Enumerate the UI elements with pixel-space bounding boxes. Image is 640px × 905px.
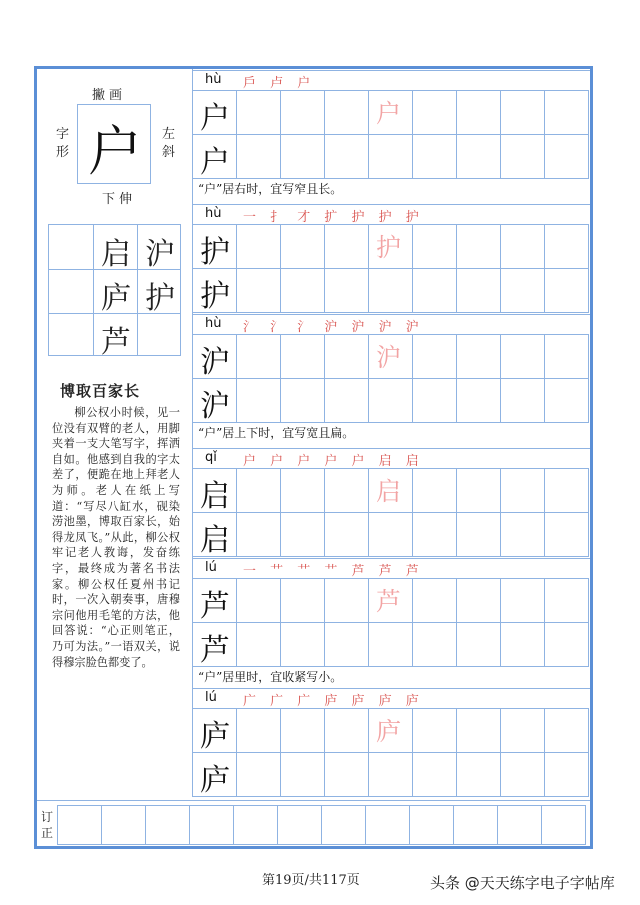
correction-cell[interactable] bbox=[277, 805, 322, 845]
practice-cell[interactable] bbox=[236, 512, 281, 557]
practice-cell[interactable] bbox=[456, 224, 501, 269]
model-char: 护 bbox=[200, 279, 230, 314]
derived-char: 沪 bbox=[145, 237, 175, 272]
main-char: 户 bbox=[88, 120, 142, 183]
trace-char: 启 bbox=[376, 477, 402, 506]
trace-char: 户 bbox=[376, 99, 402, 128]
practice-cell[interactable] bbox=[544, 134, 589, 179]
practice-cell[interactable] bbox=[456, 752, 501, 797]
practice-cell[interactable] bbox=[236, 134, 281, 179]
practice-cell[interactable] bbox=[280, 268, 325, 313]
correction-cell[interactable] bbox=[453, 805, 498, 845]
practice-cell[interactable] bbox=[500, 134, 545, 179]
practice-cell[interactable] bbox=[456, 334, 501, 379]
practice-cell[interactable] bbox=[544, 708, 589, 753]
practice-cell[interactable] bbox=[544, 378, 589, 423]
practice-cell[interactable] bbox=[236, 752, 281, 797]
practice-cell[interactable] bbox=[544, 752, 589, 797]
derived-char: 护 bbox=[145, 281, 175, 316]
practice-cell[interactable] bbox=[500, 708, 545, 753]
grid-line bbox=[137, 225, 138, 355]
practice-cell[interactable] bbox=[280, 134, 325, 179]
practice-cell[interactable] bbox=[324, 468, 369, 513]
practice-cell[interactable] bbox=[412, 752, 457, 797]
tip-note: “户”居里时，宜收紧写小。 bbox=[198, 670, 343, 684]
practice-cell[interactable] bbox=[544, 334, 589, 379]
practice-cell[interactable] bbox=[324, 378, 369, 423]
correction-cell[interactable] bbox=[541, 805, 586, 845]
stroke-order: 戶 卢 户 bbox=[243, 76, 316, 91]
correction-cell[interactable] bbox=[409, 805, 454, 845]
practice-cell[interactable] bbox=[544, 468, 589, 513]
practice-cell[interactable] bbox=[236, 708, 281, 753]
practice-cell[interactable] bbox=[368, 622, 413, 667]
practice-cell[interactable] bbox=[412, 578, 457, 623]
pinyin: hù bbox=[205, 72, 222, 87]
row-top-line bbox=[192, 558, 590, 559]
practice-cell[interactable] bbox=[324, 224, 369, 269]
practice-cell[interactable] bbox=[368, 512, 413, 557]
practice-cell[interactable] bbox=[500, 578, 545, 623]
practice-cell[interactable] bbox=[544, 512, 589, 557]
trace-char: 庐 bbox=[376, 717, 402, 746]
correction-cell[interactable] bbox=[145, 805, 190, 845]
model-char: 庐 bbox=[200, 719, 230, 754]
practice-cell[interactable] bbox=[280, 752, 325, 797]
practice-cell[interactable] bbox=[236, 622, 281, 667]
practice-cell[interactable] bbox=[324, 334, 369, 379]
practice-cell[interactable] bbox=[368, 752, 413, 797]
practice-cell[interactable] bbox=[236, 378, 281, 423]
model-char: 户 bbox=[200, 145, 230, 180]
correction-cell[interactable] bbox=[233, 805, 278, 845]
pinyin: lú bbox=[205, 690, 217, 705]
tip-note: “户”居右时，宜写窄且长。 bbox=[198, 182, 343, 196]
char-analysis bbox=[40, 74, 190, 212]
correction-cell[interactable] bbox=[365, 805, 410, 845]
practice-cell[interactable] bbox=[456, 512, 501, 557]
practice-cell[interactable] bbox=[412, 268, 457, 313]
trace-char: 护 bbox=[376, 233, 402, 262]
correction-row bbox=[37, 800, 590, 847]
trace-char: 芦 bbox=[376, 587, 402, 616]
stroke-order: 氵 氵 氵 沪 沪 沪 沪 bbox=[243, 320, 424, 335]
trace-char: 沪 bbox=[376, 343, 402, 372]
model-char: 芦 bbox=[200, 589, 230, 624]
practice-cell[interactable] bbox=[412, 708, 457, 753]
label-bottom: 下伸 bbox=[102, 192, 137, 207]
practice-cell[interactable] bbox=[236, 268, 281, 313]
practice-cell[interactable] bbox=[280, 708, 325, 753]
practice-cell[interactable] bbox=[500, 622, 545, 667]
practice-cell[interactable] bbox=[324, 268, 369, 313]
practice-cell[interactable] bbox=[456, 134, 501, 179]
watermark: 头条 @天天练字电子字帖库 bbox=[430, 874, 615, 892]
correction-cell[interactable] bbox=[57, 805, 102, 845]
label-right: 左斜 bbox=[162, 127, 176, 160]
practice-cell[interactable] bbox=[236, 334, 281, 379]
pinyin: lú bbox=[205, 560, 217, 575]
row-top-line bbox=[192, 448, 590, 449]
practice-cell[interactable] bbox=[324, 708, 369, 753]
practice-cell[interactable] bbox=[280, 468, 325, 513]
model-char: 沪 bbox=[200, 345, 230, 380]
grid-line bbox=[93, 225, 94, 355]
practice-cell[interactable] bbox=[544, 224, 589, 269]
label-left: 字形 bbox=[56, 127, 70, 160]
derived-char: 庐 bbox=[101, 281, 131, 316]
practice-cell[interactable] bbox=[280, 622, 325, 667]
pinyin: hù bbox=[205, 206, 222, 221]
practice-cell[interactable] bbox=[412, 468, 457, 513]
practice-cell[interactable] bbox=[236, 578, 281, 623]
stroke-order: 广 广 广 庐 庐 庐 庐 bbox=[243, 694, 424, 709]
row-top-line bbox=[192, 314, 590, 315]
practice-cell[interactable] bbox=[368, 268, 413, 313]
page-number: 第19页/共117页 bbox=[262, 873, 360, 888]
practice-cell[interactable] bbox=[368, 378, 413, 423]
practice-cell[interactable] bbox=[456, 708, 501, 753]
practice-cell[interactable] bbox=[412, 334, 457, 379]
model-char: 沪 bbox=[200, 389, 230, 424]
practice-cell[interactable] bbox=[456, 90, 501, 135]
practice-cell[interactable] bbox=[412, 90, 457, 135]
stroke-order: 一 艹 艹 艹 芦 芦 芦 bbox=[243, 564, 424, 579]
practice-cell[interactable] bbox=[500, 224, 545, 269]
practice-cell[interactable] bbox=[456, 578, 501, 623]
practice-cell[interactable] bbox=[456, 622, 501, 667]
correction-cell[interactable] bbox=[321, 805, 366, 845]
correction-cell[interactable] bbox=[497, 805, 542, 845]
practice-cell[interactable] bbox=[544, 90, 589, 135]
practice-cell[interactable] bbox=[412, 622, 457, 667]
practice-cell[interactable] bbox=[500, 378, 545, 423]
practice-cell[interactable] bbox=[500, 512, 545, 557]
correction-cell[interactable] bbox=[101, 805, 146, 845]
practice-cell[interactable] bbox=[324, 134, 369, 179]
practice-cell[interactable] bbox=[280, 224, 325, 269]
practice-cell[interactable] bbox=[236, 224, 281, 269]
main-char-box bbox=[77, 104, 151, 184]
practice-cell[interactable] bbox=[236, 468, 281, 513]
practice-cell[interactable] bbox=[412, 224, 457, 269]
practice-cell[interactable] bbox=[280, 578, 325, 623]
correction-cell[interactable] bbox=[189, 805, 234, 845]
story-title: 博取百家长 bbox=[60, 382, 141, 400]
row-top-line bbox=[192, 688, 590, 689]
model-char: 启 bbox=[200, 523, 230, 558]
practice-cell[interactable] bbox=[500, 334, 545, 379]
practice-cell[interactable] bbox=[280, 512, 325, 557]
model-char: 庐 bbox=[200, 763, 230, 798]
stroke-order: 户 户 户 户 户 启 启 bbox=[243, 454, 424, 469]
practice-cell[interactable] bbox=[456, 378, 501, 423]
practice-cell[interactable] bbox=[544, 622, 589, 667]
practice-cell[interactable] bbox=[544, 578, 589, 623]
pinyin: qǐ bbox=[205, 450, 217, 465]
practice-cell[interactable] bbox=[324, 752, 369, 797]
tip-note: “户”居上下时，宜写宽且扁。 bbox=[198, 426, 355, 440]
correction-label: 订正 bbox=[41, 810, 54, 840]
label-top: 撇画 bbox=[92, 88, 127, 103]
practice-cell[interactable] bbox=[280, 378, 325, 423]
practice-cell[interactable] bbox=[500, 752, 545, 797]
practice-cell[interactable] bbox=[324, 90, 369, 135]
derived-char: 启 bbox=[101, 237, 131, 272]
row-top-line bbox=[192, 70, 590, 71]
practice-cell[interactable] bbox=[500, 468, 545, 513]
derived-grid bbox=[48, 224, 181, 360]
derived-char: 芦 bbox=[101, 325, 131, 360]
practice-cell[interactable] bbox=[236, 90, 281, 135]
pinyin: hù bbox=[205, 316, 222, 331]
stroke-order: 一 扌 才 扩 护 护 护 bbox=[243, 210, 424, 225]
practice-cell[interactable] bbox=[412, 134, 457, 179]
model-char: 芦 bbox=[200, 633, 230, 668]
story-body: 柳公权小时候，见一位没有双臂的老人，用脚夹着一支大笔写字，挥洒自如。他感到自我的字太差了，便跪在地上拜老人为师。老人在纸上写道：“写尽八缸水，砚染涝池墨，博取百家长，始得龙凤飞。”从此，柳公权牢记老人教诲，发奋练字，最终成为著名书法家。柳公权任夏州书记时，一次入朝奏事，唐穆宗问他用毛笔的方法，他回答说：“心正则笔正，乃可为法。”一语双关，说得穆宗脸色都变了。 bbox=[52, 406, 180, 669]
model-char: 护 bbox=[200, 235, 230, 270]
model-char: 启 bbox=[200, 479, 230, 514]
practice-cell[interactable] bbox=[324, 622, 369, 667]
practice-cell[interactable] bbox=[280, 90, 325, 135]
row-top-line bbox=[192, 204, 590, 205]
practice-cell[interactable] bbox=[324, 578, 369, 623]
practice-cell[interactable] bbox=[412, 512, 457, 557]
practice-cell[interactable] bbox=[456, 468, 501, 513]
practice-cell[interactable] bbox=[544, 268, 589, 313]
model-char: 户 bbox=[200, 101, 230, 136]
practice-cell[interactable] bbox=[412, 378, 457, 423]
practice-cell[interactable] bbox=[368, 134, 413, 179]
practice-cell[interactable] bbox=[500, 268, 545, 313]
practice-cell[interactable] bbox=[456, 268, 501, 313]
practice-cell[interactable] bbox=[324, 512, 369, 557]
practice-cell[interactable] bbox=[280, 334, 325, 379]
practice-cell[interactable] bbox=[500, 90, 545, 135]
